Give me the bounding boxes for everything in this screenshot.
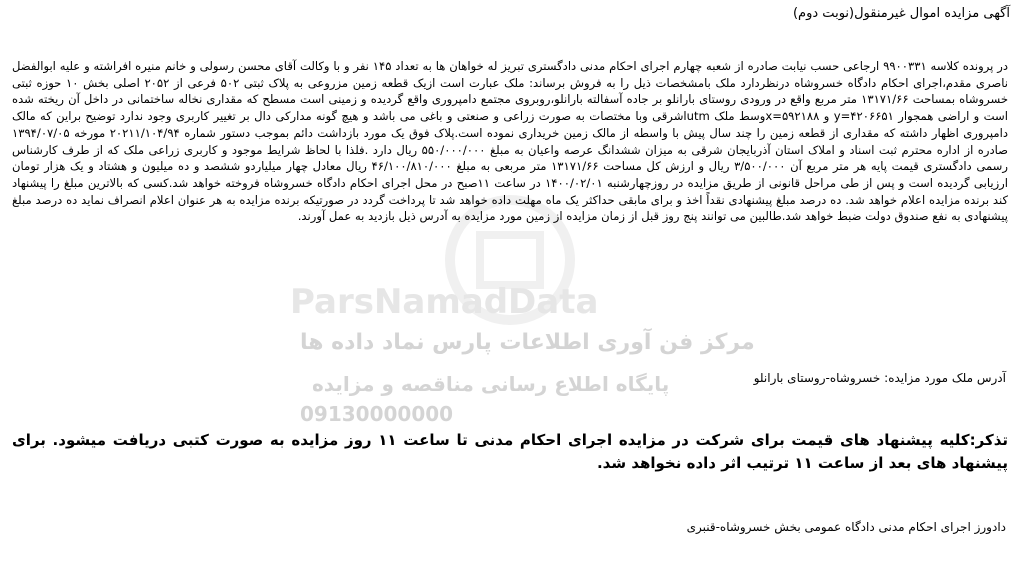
watermark-line-1: مرکز فن آوری اطلاعات پارس نماد داده ها xyxy=(300,330,755,355)
watermark-line-2: پایگاه اطلاع رسانی مناقصه و مزایده xyxy=(312,372,670,396)
watermark-line-3: 09130000000 xyxy=(300,402,454,426)
important-notice: تذکر:کلیه پیشنهاد های قیمت برای شرکت در مزایده اجرای احکام مدنی تا ساعت ۱۱ روز مزایده به صورت کتبی دریافت میشود. برای پیشنهاد های بعد از ساعت ۱۱ ترتیب اثر داده نخواهد شد. xyxy=(12,431,1008,472)
notice-body: در پرونده کلاسه ۹۹۰۰۳۳۱ ارجاعی حسب نیابت صادره از شعبه چهارم اجرای احکام مدنی دادگستری تبریز له خواهان ها به تعداد ۱۴۵ نفر و با وکالت آقای محسن رسولی و خانم منیره افراشته و علیه ابوالفضل ناصری مقدم،اجرای احکام دادگاه خسروشاه درنظردارد ملک بامشخصات ذیل را به فروش برساند: ملک عبارت است ازیک قطعه زمین مزروعی به پلاک ثبتی ۵۰۲ فرعی از ۲۰۵۲ اصلی بخش ۱۰ حوزه ثبتی خسروشاه بمساحت ۱۳۱۷۱/۶۶ متر مربع واقع در ورودی روستای بارانلو بر جاده آسفالته بارانلو،روبروی مجتمع دامپروری واقع گردیده و زمینی است مسطح که مقداری نخاله ساختمانی در داخل آن ریخته شده است و اراضی همجوار ۴۲۰۶۶۵۱=y و ۵۹۲۱۸۸=xوسط ملک utmاشرقی وبا مختصات به صورت زراعی و صنعتی و باغی می باشد و هیچ گونه مدارکی دال بر تغییر کاربری وجود ندارد توضیح براین که مالک دامپروری اظهار داشته که مقداری از قطعه زمین را چند سال پیش با واسطه از مالک زمین خریداری نموده است.پلاک فوق یک مورد بازداشت دائم بموجب دستور شماره ۲۰۲۱۱/۱۰۴/۹۴ مورخه ۱۳۹۴/۰۷/۰۵ صادره از اداره محترم ثبت اسناد و املاک استان آذربایجان شرقی به میزان ششدانگ عرصه واعیان به مبلغ ۵۵۰/۰۰۰/۰۰۰ ریال دارد .فلذا با لحاظ شرایط موجود و کاربری زراعی ملک که از طرف کارشناس رسمی دادگستری قیمت پایه هر متر مربع آن ۳/۵۰۰/۰۰۰ ریال و ارزش کل مساحت ۱۳۱۷۱/۶۶ متر مربعی به مبلغ ۴۶/۱۰۰/۸۱۰/۰۰۰ ریال معادل چهار میلیاردو ششصد و ده میلیون و هشتاد و یک هزار تومان ارزیابی گردیده است و پس از طی مراحل قانونی از طریق مزایده در روزچهارشنبه ۱۴۰۰/۰۲/۰۱ در ساعت ۱۱صبح در محل اجرای احکام دادگاه خسروشاه فروخته خواهد شد.کسی که بالاترین مبلغ را پیشنهاد کند برنده مزایده اعلام خواهد شد. ده درصد مبلغ پیشنهادی نقداً اخذ و برای مابقی حداکثر یک ماه مهلت داده خواهد شد تا پرداخت گردد در صورتیکه برنده مزایده به هر عنوان اعلام انصراف نماید ده درصد مبلغ پیشنهادی به نفع صندوق دولت ضبط خواهد شد.طالبین می توانند پنج روز قبل از زمان مزایده از زمین مورد مزایده به آدرس ذیل بازدید به عمل آورند. xyxy=(12,59,1009,224)
property-address: آدرس ملک مورد مزایده: خسروشاه-روستای بارانلو xyxy=(753,371,1006,385)
notice-title: آگهی مزایده اموال غیرمنقول(نوبت دوم) xyxy=(792,6,1010,21)
signature-line: دادورز اجرای احکام مدنی دادگاه عمومی بخش خسروشاه-قنبری xyxy=(686,520,1006,534)
watermark-brand: ParsNamadData xyxy=(290,282,599,322)
